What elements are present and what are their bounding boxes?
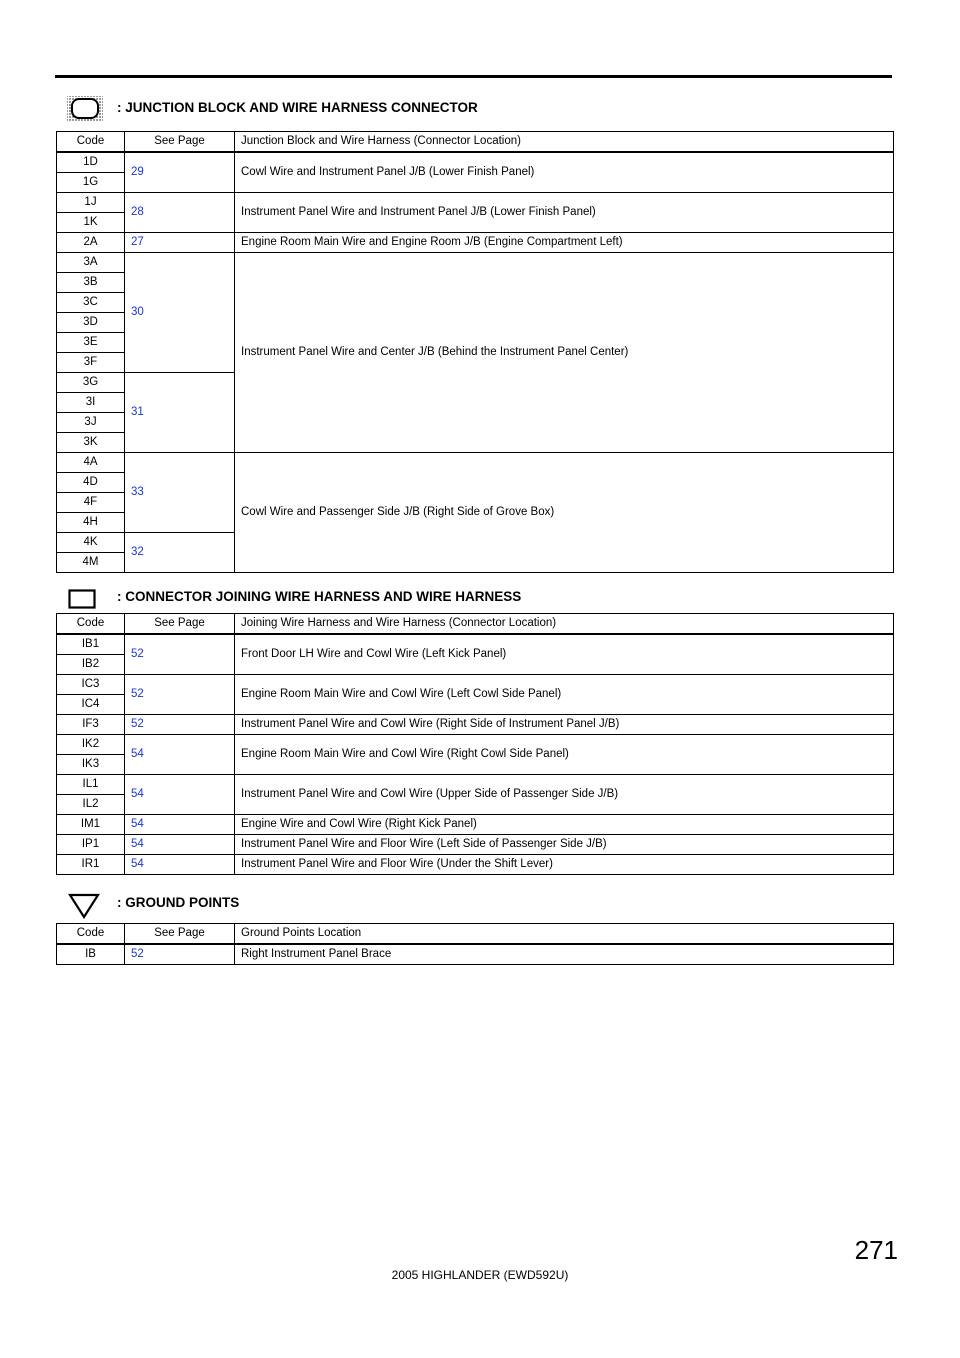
- connector-joining-table: [56, 613, 894, 875]
- table-header-row: [57, 924, 894, 945]
- ground-point-icon: [68, 893, 100, 919]
- table-row: [57, 835, 894, 855]
- code-cell: 3F: [57, 353, 125, 373]
- header-see-page: See Page: [125, 614, 235, 635]
- see-page-link[interactable]: 54: [125, 835, 235, 855]
- see-page-link[interactable]: 27: [125, 233, 235, 253]
- code-cell: 3A: [57, 253, 125, 273]
- wire-harness-connector-icon: [68, 589, 96, 609]
- see-page-link[interactable]: 52: [125, 944, 235, 965]
- code-cell: 4K: [57, 533, 125, 553]
- code-cell: 1J: [57, 193, 125, 213]
- table-row: [57, 715, 894, 735]
- code-cell: 3E: [57, 333, 125, 353]
- table-row: [57, 675, 894, 695]
- header-location: Joining Wire Harness and Wire Harness (Connector Location): [235, 614, 894, 635]
- location-cell: Engine Room Main Wire and Cowl Wire (Right Cowl Side Panel): [235, 735, 894, 775]
- see-page-link[interactable]: 29: [125, 152, 235, 193]
- location-cell: Engine Room Main Wire and Cowl Wire (Left Cowl Side Panel): [235, 675, 894, 715]
- junction-block-connector-icon: [66, 95, 104, 123]
- code-cell: 3G: [57, 373, 125, 393]
- table-row: [57, 944, 894, 965]
- see-page-link[interactable]: 31: [125, 373, 235, 453]
- section-title-ground-points: : GROUND POINTS: [117, 895, 240, 910]
- location-cell: Cowl Wire and Passenger Side J/B (Right Side of Grove Box): [235, 453, 894, 573]
- footer-model: 2005 HIGHLANDER (EWD592U): [391, 1268, 569, 1282]
- junction-block-table: [56, 131, 894, 573]
- code-cell: 3B: [57, 273, 125, 293]
- code-cell: IK3: [57, 755, 125, 775]
- table-header-row: [57, 614, 894, 635]
- table-row: [57, 193, 894, 213]
- location-cell: Engine Wire and Cowl Wire (Right Kick Panel): [235, 815, 894, 835]
- location-cell: Cowl Wire and Instrument Panel J/B (Lower Finish Panel): [235, 152, 894, 193]
- header-code: Code: [57, 924, 125, 945]
- see-page-link[interactable]: 28: [125, 193, 235, 233]
- see-page-link[interactable]: 52: [125, 675, 235, 715]
- table-row: [57, 152, 894, 173]
- header-code: Code: [57, 132, 125, 153]
- code-cell: 1K: [57, 213, 125, 233]
- code-cell: 3C: [57, 293, 125, 313]
- table-row: [57, 735, 894, 755]
- table-header-row: [57, 132, 894, 153]
- table-row: [57, 775, 894, 795]
- code-cell: 3D: [57, 313, 125, 333]
- code-cell: 3J: [57, 413, 125, 433]
- see-page-link[interactable]: 52: [125, 715, 235, 735]
- location-cell: Front Door LH Wire and Cowl Wire (Left Kick Panel): [235, 634, 894, 675]
- location-cell: Instrument Panel Wire and Cowl Wire (Upper Side of Passenger Side J/B): [235, 775, 894, 815]
- see-page-link[interactable]: 54: [125, 775, 235, 815]
- see-page-link[interactable]: 54: [125, 815, 235, 835]
- table-row: [57, 233, 894, 253]
- see-page-link[interactable]: 33: [125, 453, 235, 533]
- code-cell: IL2: [57, 795, 125, 815]
- see-page-link[interactable]: 32: [125, 533, 235, 573]
- top-rule: [55, 75, 892, 78]
- header-location: Ground Points Location: [235, 924, 894, 945]
- section-title-connector-joining: : CONNECTOR JOINING WIRE HARNESS AND WIRE HARNESS: [117, 589, 522, 604]
- code-cell: IB2: [57, 655, 125, 675]
- location-cell: Right Instrument Panel Brace: [235, 944, 894, 965]
- code-cell: IC4: [57, 695, 125, 715]
- code-cell: IL1: [57, 775, 125, 795]
- location-cell: Instrument Panel Wire and Instrument Panel J/B (Lower Finish Panel): [235, 193, 894, 233]
- header-see-page: See Page: [125, 132, 235, 153]
- section-title-junction-block: : JUNCTION BLOCK AND WIRE HARNESS CONNECTOR: [117, 100, 478, 115]
- see-page-link[interactable]: 54: [125, 855, 235, 875]
- code-cell: 3I: [57, 393, 125, 413]
- location-cell: Instrument Panel Wire and Floor Wire (Under the Shift Lever): [235, 855, 894, 875]
- location-cell: Instrument Panel Wire and Floor Wire (Left Side of Passenger Side J/B): [235, 835, 894, 855]
- see-page-link[interactable]: 52: [125, 634, 235, 675]
- header-see-page: See Page: [125, 924, 235, 945]
- header-code: Code: [57, 614, 125, 635]
- code-cell: IR1: [57, 855, 125, 875]
- code-cell: 4M: [57, 553, 125, 573]
- code-cell: 1G: [57, 173, 125, 193]
- ground-points-table: [56, 923, 894, 965]
- table-row: [57, 855, 894, 875]
- location-cell: Engine Room Main Wire and Engine Room J/B (Engine Compartment Left): [235, 233, 894, 253]
- code-cell: IK2: [57, 735, 125, 755]
- code-cell: IM1: [57, 815, 125, 835]
- code-cell: 3K: [57, 433, 125, 453]
- code-cell: IB1: [57, 634, 125, 655]
- table-row: [57, 634, 894, 655]
- page-number: 271: [854, 1235, 898, 1265]
- see-page-link[interactable]: 54: [125, 735, 235, 775]
- code-cell: IB: [57, 944, 125, 965]
- code-cell: 4A: [57, 453, 125, 473]
- code-cell: 1D: [57, 152, 125, 173]
- see-page-link[interactable]: 30: [125, 253, 235, 373]
- table-row: [57, 253, 894, 273]
- header-location: Junction Block and Wire Harness (Connector Location): [235, 132, 894, 153]
- code-cell: 4F: [57, 493, 125, 513]
- code-cell: 4D: [57, 473, 125, 493]
- location-cell: Instrument Panel Wire and Center J/B (Behind the Instrument Panel Center): [235, 253, 894, 453]
- table-row: [57, 815, 894, 835]
- code-cell: 4H: [57, 513, 125, 533]
- table-row: [57, 453, 894, 473]
- location-cell: Instrument Panel Wire and Cowl Wire (Right Side of Instrument Panel J/B): [235, 715, 894, 735]
- code-cell: 2A: [57, 233, 125, 253]
- code-cell: IP1: [57, 835, 125, 855]
- code-cell: IC3: [57, 675, 125, 695]
- code-cell: IF3: [57, 715, 125, 735]
